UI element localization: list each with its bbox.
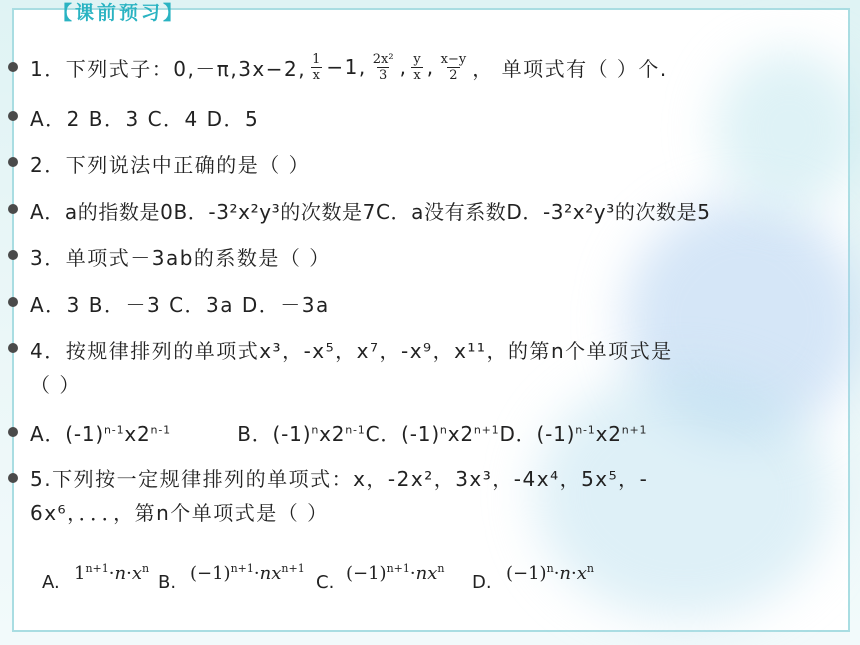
question-4-line1: 4．按规律排列的单项式x³，-x⁵，x⁷，-x⁹，x¹¹，的第n个单项式是 <box>30 339 673 363</box>
fraction-2x2-over-3: $\frac{\text{2x²}}{3}$ <box>372 51 394 83</box>
fraction-x-minus-y-over-2: $\frac{x-y}{2}$ <box>440 51 467 83</box>
content-frame <box>12 8 850 632</box>
question-3: 3．单项式－3ab的系数是（ ） <box>30 246 331 270</box>
fraction-1-over-x: $\frac{1}{x}$ <box>312 51 321 83</box>
option-a-label: A. <box>42 572 60 593</box>
question-1 <box>30 50 668 84</box>
question-2: 2．下列说法中正确的是（ ） <box>30 153 311 177</box>
bullet-dot <box>8 111 18 121</box>
question-5-line1: 5.下列按一定规律排列的单项式：x，-2x²，3x³，-4x⁴，5x⁵，- <box>30 467 649 491</box>
question-5-line2: 6x⁶，．．．，第n个单项式是（ ） <box>30 501 329 525</box>
option-d-label: D. <box>472 572 492 593</box>
decor-blob <box>714 50 860 210</box>
option-c-formula: $(-1)^{n+1}\cdot nx^n$ <box>346 562 445 584</box>
option-d-formula: $(-1)^n\cdot n\cdot x^n$ <box>506 562 594 584</box>
q4-options: A．$(-1)^{n-1}x2^{n-1}$ B．$(-1)^nx2^{n-1}C$．$(-1)^nx2^{n+1}D$．$(-1)^{n-1}x2^{n+1}$ <box>30 422 648 446</box>
question-4-line2: （ ） <box>30 373 81 397</box>
option-c-label: C. <box>316 572 335 593</box>
q1-text: , <box>426 55 435 79</box>
option-b-formula: $(-1)^{n+1}\cdot nx^{n+1}$ <box>190 562 305 584</box>
fraction-y-over-x: $\frac{y}{x}$ <box>413 51 421 83</box>
q1-text: −1, <box>326 55 367 79</box>
bullet-dot <box>8 157 18 167</box>
option-b-label: B. <box>158 572 177 593</box>
bullet-dot <box>8 427 18 437</box>
q3-options: A．3 B．－3 C．3a D．－3a <box>30 293 330 317</box>
bullet-dot <box>8 297 18 307</box>
bullet-dot <box>8 62 18 72</box>
bullet-dot <box>8 204 18 214</box>
q1-prefix: 1．下列式子：0,－π,3x−2, <box>30 56 307 81</box>
bullet-dot <box>8 343 18 353</box>
q1-options: A．2 B．3 C．4 D．5 <box>30 107 260 131</box>
option-a-formula: $1^{n+1}\cdot n\cdot x^n$ <box>74 562 150 584</box>
section-title: 【课前预习】 <box>53 2 186 24</box>
q1-text: , <box>399 55 408 79</box>
bullet-dot <box>8 473 18 483</box>
bullet-dot <box>8 250 18 260</box>
q1-suffix: ， 单项式有（ ）个. <box>472 56 668 81</box>
q2-options: A．a的指数是0B．-3²x²y³的次数是7C．a没有系数D．-3²x²y³的次数是5 <box>30 200 711 224</box>
